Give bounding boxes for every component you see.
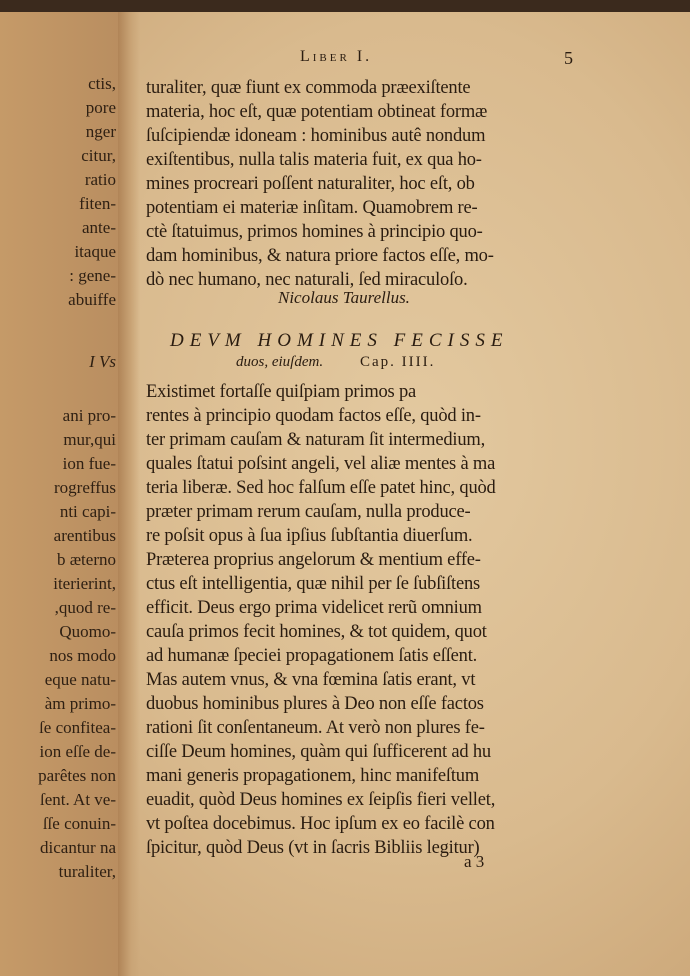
text-line: quales ſtatui poſsint angeli, vel aliæ mentes à ma [146, 454, 496, 474]
text-line: mines procreari poſſent naturaliter, hoc eſt, ob [146, 174, 475, 194]
running-head: Liber I. [300, 48, 373, 65]
author-signature: Nicolaus Taurellus. [278, 288, 410, 307]
left-fragment: ſent. At ve- [39, 790, 116, 809]
left-fragment: Quomo- [59, 622, 116, 641]
left-fragment: dicantur na [40, 838, 116, 857]
book-gutter [118, 12, 140, 976]
text-line: ter primam cauſam & naturam ſit intermedium, [146, 430, 485, 450]
text-line: ctè ſtatuimus, primos homines à principio quo- [146, 222, 483, 242]
text-line: ſuſcipiendæ idoneam : hominibus autê nondum [146, 126, 486, 146]
text-line: ciſſe Deum homines, quàm qui ſufficerent ad hu [146, 742, 491, 762]
text-line: dò nec humano, nec naturali, ſed miraculoſo. [146, 270, 468, 290]
left-fragment: rogreffus [54, 478, 116, 497]
left-fragment: turaliter, [58, 862, 116, 881]
left-fragment: ratio [84, 170, 116, 189]
left-fragment: nti capi- [59, 502, 116, 521]
text-line: Præterea proprius angelorum & mentium effe- [146, 550, 481, 570]
left-fragment: ani pro- [62, 406, 116, 425]
text-line: præter primam rerum cauſam, nulla produce- [146, 502, 471, 522]
text-line: ctus eſt intelligentia, quæ nihil per ſe ſubſiſtens [146, 574, 481, 594]
text-line: rationi ſit conſentaneum. At verò non plures fe- [146, 718, 485, 738]
left-fragment: arentibus [53, 526, 116, 545]
text-line: re poſsit opus à ſua ipſius ſubſtantia diuerſum. [146, 526, 473, 546]
left-fragment: abuiffe [68, 290, 116, 309]
left-fragment: : gene- [69, 266, 116, 285]
text-line: materia, hoc eſt, quæ potentiam obtineat formæ [146, 102, 488, 122]
facing-page [0, 12, 120, 976]
left-fragment: parêtes non [38, 766, 116, 785]
text-line: euadit, quòd Deus homines ex ſeipſis fieri vellet, [146, 790, 496, 810]
left-fragment: ion eſſe de- [39, 742, 116, 761]
left-fragment: ion fue- [62, 454, 116, 473]
left-fragment: ſſe conuin- [42, 814, 116, 833]
left-fragment: mur,qui [63, 430, 116, 449]
signature-mark: a 3 [464, 852, 485, 871]
text-line: dam hominibus, & natura priore factos eſſe, mo- [146, 246, 494, 266]
chapter-title: DEVM HOMINES FECISSE [170, 330, 509, 351]
left-fragment: b æterno [56, 550, 116, 569]
left-fragment: citur, [81, 146, 116, 165]
left-fragment: ctis, [88, 74, 116, 93]
left-fragment: fiten- [79, 194, 116, 213]
left-fragment: ante- [82, 218, 116, 237]
left-fragment: àm primo- [44, 694, 116, 713]
left-fragment: ſe confitea- [39, 718, 116, 737]
page-top-edge [0, 0, 690, 12]
page-number: 5 [564, 48, 573, 68]
left-fragment: itaque [74, 242, 116, 261]
text-line: ſpicitur, quòd Deus (vt in ſacris Bibliis legitur) [146, 838, 480, 858]
text-line: efficit. Deus ergo prima videlicet rerũ omnium [146, 598, 482, 618]
left-fragment: nger [85, 122, 116, 141]
left-fragment: eque natu- [44, 670, 116, 689]
text-line: turaliter, quæ fiunt ex commoda præexiſtente [146, 78, 471, 98]
left-fragment: iterierint, [53, 574, 116, 593]
left-fragment: ,quod re- [54, 598, 116, 617]
left-fragment: nos modo [49, 646, 116, 665]
text-line: Existimet fortaſſe quiſpiam primos pa [146, 382, 417, 402]
text-line: vt poſtea docebimus. Hoc ipſum ex eo facilè con [146, 814, 495, 834]
text-line: rentes à principio quodam factos eſſe, quòd in- [146, 406, 481, 426]
text-line: Mas autem vnus, & vna fœmina ſatis erant, vt [146, 670, 476, 690]
text-line: teria liberæ. Sed hoc falſum eſſe patet hinc, quòd [146, 478, 496, 498]
left-fragment: pore [85, 98, 116, 117]
left-fragment: I Vs [89, 352, 116, 371]
chapter-subtitle: duos, eiuſdem. [236, 354, 324, 370]
text-line: duobus hominibus plures à Deo non eſſe factos [146, 694, 484, 714]
text-line: cauſa primos fecit homines, & tot quidem, quot [146, 622, 487, 642]
text-line: ad humanæ ſpeciei propagationem ſatis eſſent. [146, 646, 478, 666]
text-line: exiſtentibus, nulla talis materia fuit, ex qua ho- [146, 150, 482, 170]
chapter-label: Cap. IIII. [360, 354, 436, 370]
text-line: potentiam ei materiæ inſitam. Quamobrem re- [146, 198, 478, 218]
text-line: mani generis propagationem, hinc manifeſtum [146, 766, 480, 786]
